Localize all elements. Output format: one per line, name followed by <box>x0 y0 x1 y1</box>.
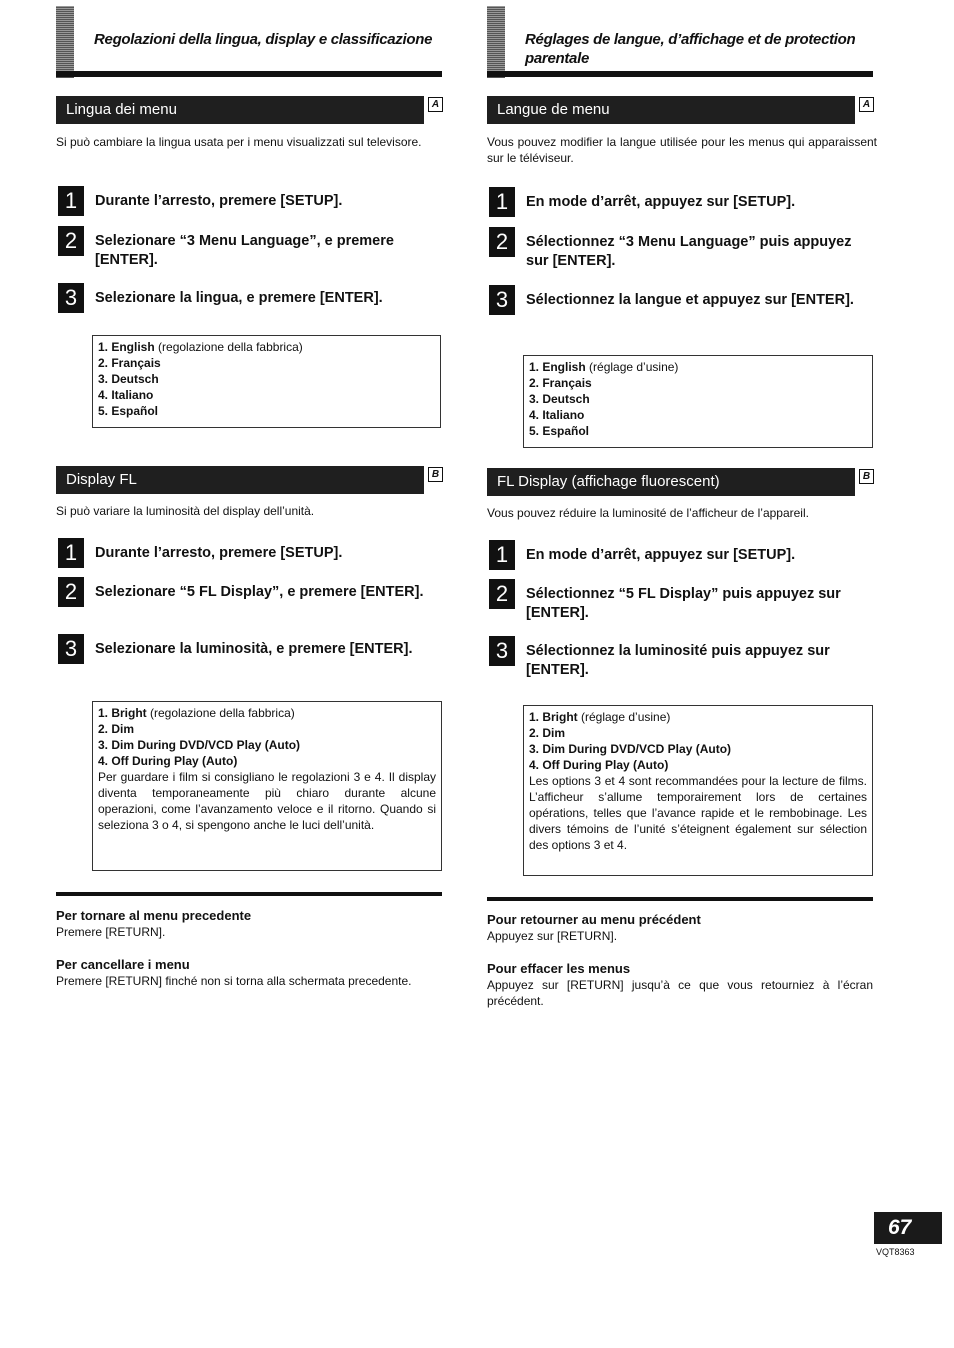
option-item: 2. Dim <box>98 722 135 736</box>
option-note: Les options 3 et 4 sont recommandées pour la lecture de films. L’afficheur s’allume temporairement lors de certaines opérations, telles que l’avance rapide et le rembobinage. Les divers témoins de l’unité s’éteignent également sur sélection des options 3 et 4. <box>529 774 867 852</box>
step-text: Selezionare “5 FL Display”, e premere [ENTER]. <box>95 584 424 600</box>
option-item: 4. Off During Play (Auto) <box>529 758 669 772</box>
footer-return <box>487 912 877 944</box>
option-item: 5. Español <box>98 404 159 418</box>
step-3 <box>489 636 877 680</box>
option-item: 3. Deutsch <box>98 372 159 386</box>
option-item: 2. Dim <box>529 726 566 740</box>
step-number: 1 <box>58 186 84 216</box>
section-title: Display FL <box>56 466 424 494</box>
step-3 <box>58 283 446 313</box>
section-tag: A <box>859 97 874 112</box>
option-item: 1. Bright (réglage d’usine) <box>529 710 671 724</box>
option-note: Per guardare i film si consigliano le regolazioni 3 e 4. Il display diventa temporaneamente più chiaro durante alcune operazioni, come l’avanzamento veloce e il ritorno. Quando si seleziona 3 o 4, si spengono anche le luci dell’unità. <box>98 770 436 832</box>
option-item: 4. Italiano <box>529 408 585 422</box>
section-menu-language <box>487 96 877 166</box>
header-rule <box>56 71 442 77</box>
section-title: Langue de menu <box>487 96 855 124</box>
section-tag: B <box>428 467 443 482</box>
section-intro: Si può cambiare la lingua usata per i menu visualizzati sul televisore. <box>56 135 422 149</box>
header-rule <box>487 71 873 77</box>
step-number: 1 <box>489 540 515 570</box>
option-item: 4. Off During Play (Auto) <box>98 754 238 768</box>
step-number: 3 <box>58 283 84 313</box>
step-number: 1 <box>58 538 84 568</box>
step-text: Selezionare la luminosità, e premere [ENTER]. <box>95 641 413 657</box>
step-1 <box>58 186 446 216</box>
header-title: Regolazioni della lingua, display e classificazione <box>94 31 433 48</box>
step-number: 2 <box>489 227 515 257</box>
options-box <box>92 335 441 428</box>
footer-text: Premere [RETURN]. <box>56 925 166 939</box>
step-text: En mode d’arrêt, appuyez sur [SETUP]. <box>526 194 796 210</box>
step-text: Sélectionnez “5 FL Display” puis appuyez sur [ENTER]. <box>526 586 841 621</box>
step-2 <box>58 226 446 270</box>
step-number: 3 <box>489 636 515 666</box>
section-intro: Si può variare la luminosità del display dell’unità. <box>56 504 315 518</box>
footer-text: Appuyez sur [RETURN] jusqu’à ce que vous retourniez à l’écran précédent. <box>487 978 873 1008</box>
footer-heading: Per cancellare i menu <box>56 957 190 972</box>
step-3 <box>58 634 446 664</box>
page-header <box>56 0 446 80</box>
options-box <box>523 705 873 876</box>
step-text: Sélectionnez la langue et appuyez sur [ENTER]. <box>526 292 854 308</box>
step-number: 2 <box>489 579 515 609</box>
step-3 <box>489 285 877 315</box>
option-item: 3. Deutsch <box>529 392 590 406</box>
section-tag: A <box>428 97 443 112</box>
option-item: 3. Dim During DVD/VCD Play (Auto) <box>98 738 301 752</box>
footer-rule <box>487 897 873 901</box>
step-text: Selezionare la lingua, e premere [ENTER]. <box>95 290 383 306</box>
step-2 <box>58 577 446 607</box>
option-item: 1. Bright (regolazione della fabbrica) <box>98 706 295 720</box>
option-item: 4. Italiano <box>98 388 154 402</box>
footer-heading: Per tornare al menu precedente <box>56 908 252 923</box>
section-fl-display <box>56 466 446 519</box>
footer-heading: Pour retourner au menu précédent <box>487 912 701 927</box>
step-text: Selezionare “3 Menu Language”, e premere [ENTER]. <box>95 233 394 268</box>
footer-cancel <box>56 957 446 989</box>
step-2 <box>489 579 877 623</box>
section-intro: Vous pouvez réduire la luminosité de l’afficheur de l’appareil. <box>487 506 809 520</box>
footer-heading: Pour effacer les menus <box>487 961 631 976</box>
footer-text: Appuyez sur [RETURN]. <box>487 929 618 943</box>
section-fl-display <box>487 468 877 521</box>
header-marker <box>56 6 74 78</box>
step-number: 2 <box>58 577 84 607</box>
footer-clear <box>487 961 873 1009</box>
option-item: 1. English (réglage d’usine) <box>529 360 679 374</box>
section-intro: Vous pouvez modifier la langue utilisée pour les menus qui apparaissent sur le téléviseur. <box>487 135 877 165</box>
document-code: VQT8363 <box>876 1247 915 1257</box>
step-text: Durante l’arresto, premere [SETUP]. <box>95 193 343 209</box>
header-marker <box>487 6 505 78</box>
option-item: 1. English (regolazione della fabbrica) <box>98 340 303 354</box>
step-number: 3 <box>489 285 515 315</box>
step-2 <box>489 227 877 271</box>
header-title: Réglages de langue, d’affichage et de protection parentale <box>525 31 856 67</box>
step-text: Sélectionnez la luminosité puis appuyez sur [ENTER]. <box>526 643 830 678</box>
options-box <box>523 355 873 448</box>
step-text: Sélectionnez “3 Menu Language” puis appuyez sur [ENTER]. <box>526 234 852 269</box>
page-number: 67 <box>874 1212 942 1244</box>
step-1 <box>489 187 877 217</box>
footer-return <box>56 908 446 940</box>
page-header <box>487 0 877 80</box>
options-box <box>92 701 442 871</box>
step-text: Durante l’arresto, premere [SETUP]. <box>95 545 343 561</box>
section-menu-language <box>56 96 446 150</box>
footer-text: Premere [RETURN] finché non si torna alla schermata precedente. <box>56 974 412 988</box>
step-number: 1 <box>489 187 515 217</box>
step-1 <box>58 538 446 568</box>
section-title: FL Display (affichage fluorescent) <box>487 468 855 496</box>
footer-rule <box>56 892 442 896</box>
right-column <box>487 0 877 1008</box>
step-1 <box>489 540 877 570</box>
step-number: 3 <box>58 634 84 664</box>
step-text: En mode d’arrêt, appuyez sur [SETUP]. <box>526 547 796 563</box>
left-column <box>56 0 446 988</box>
option-item: 2. Français <box>98 356 161 370</box>
option-item: 5. Español <box>529 424 590 438</box>
option-item: 2. Français <box>529 376 592 390</box>
section-tag: B <box>859 469 874 484</box>
section-title: Lingua dei menu <box>56 96 424 124</box>
option-item: 3. Dim During DVD/VCD Play (Auto) <box>529 742 732 756</box>
step-number: 2 <box>58 226 84 256</box>
